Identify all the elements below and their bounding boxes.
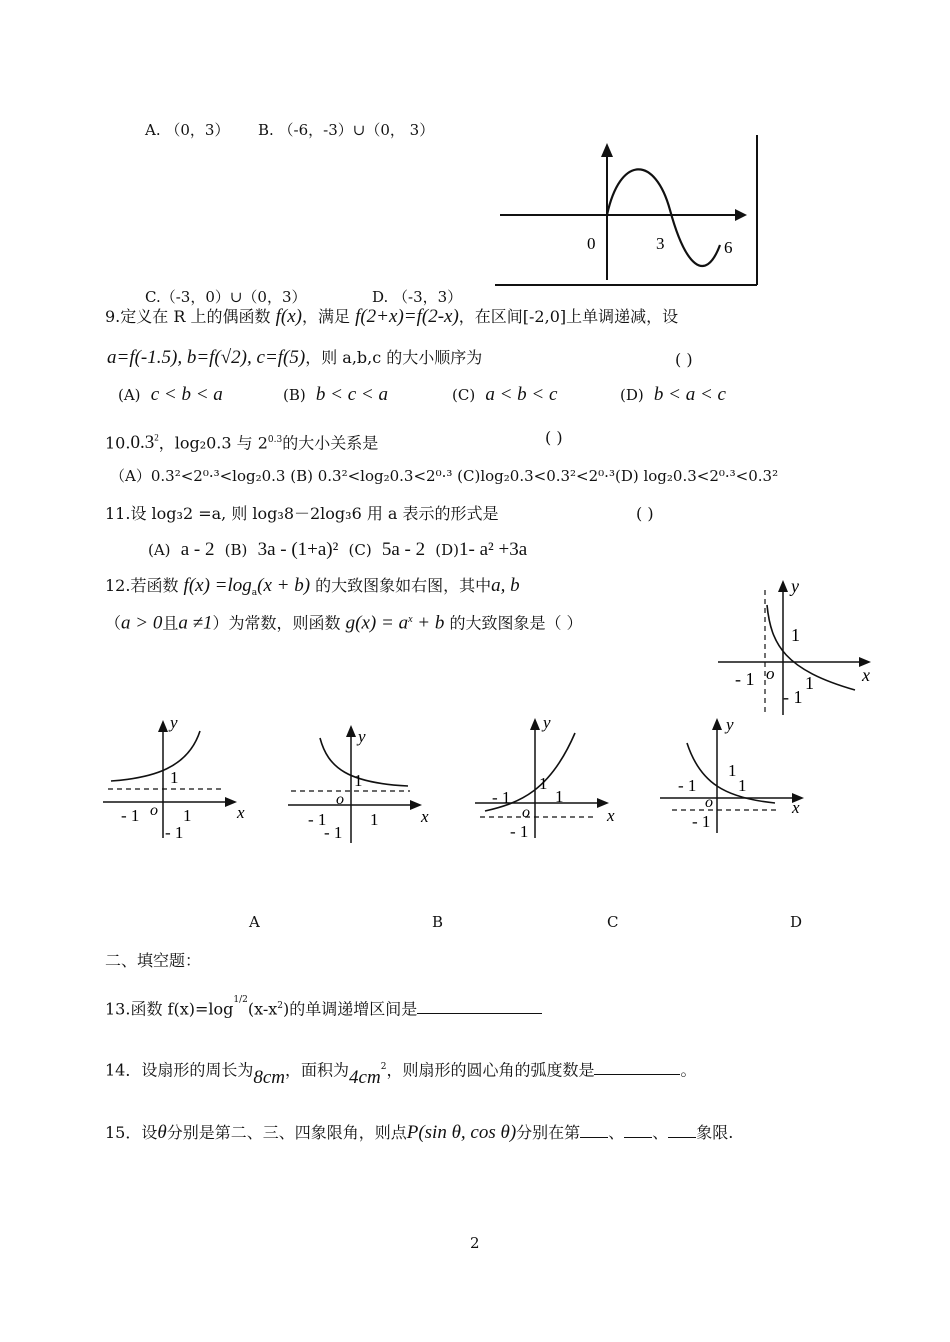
svg-text:o: o <box>705 794 713 811</box>
graph-label-0: 0 <box>587 234 596 253</box>
q12-choice-a-graph <box>103 713 253 843</box>
q9-answer-paren: ( ) <box>675 350 693 369</box>
svg-text:1: 1 <box>183 806 192 825</box>
q12-choice-a-label: A <box>249 913 260 931</box>
svg-text:1: 1 <box>170 768 179 787</box>
q10-answer-paren: ( ) <box>545 428 563 447</box>
svg-text:o: o <box>150 802 158 819</box>
q12-choice-b-graph <box>288 718 443 848</box>
page-number: 2 <box>470 1234 480 1252</box>
q11-answer-paren: ( ) <box>636 504 654 523</box>
svg-text:x: x <box>607 806 615 825</box>
q12-line2: （a > 0且a ≠1）为常数，则函数 $g(x) = a^x + b$ 的大致图象是（ ） <box>105 612 583 634</box>
svg-text:y: y <box>170 713 178 732</box>
q12-choice-d-graph <box>660 713 820 838</box>
svg-text:- 1: - 1 <box>492 788 511 807</box>
svg-text:x: x <box>862 665 870 685</box>
q9-option-b: (B) b < c < a <box>283 384 388 405</box>
q12-reference-graph <box>715 575 885 720</box>
svg-text:o: o <box>336 791 344 808</box>
svg-text:- 1: - 1 <box>678 776 697 795</box>
svg-text:- 1: - 1 <box>692 812 711 831</box>
q8-option-b: B. （-6，-3）∪（0， 3） <box>258 121 435 139</box>
svg-text:- 1: - 1 <box>121 806 140 825</box>
svg-text:y: y <box>543 713 551 732</box>
svg-text:1: 1 <box>555 787 564 806</box>
section2-title: 二、填空题： <box>105 951 202 970</box>
svg-text:- 1: - 1 <box>324 823 343 842</box>
q9-option-a: (A) c < b < a <box>118 384 223 405</box>
q10-stem: 10.0.3$^2$，log₂0.3 与 $2^{0.3}$的大小关系是 <box>105 432 379 454</box>
svg-text:x: x <box>792 798 800 817</box>
q12-choice-c-label: C <box>607 913 619 931</box>
graph-label-3: 3 <box>656 234 665 253</box>
q8-option-c: C.（-3，0）∪（0，3） <box>145 288 307 306</box>
svg-text:- 1: - 1 <box>165 823 184 842</box>
q14-stem: 14．设扇形的周长为8cm，面积为$4cm^2$，则扇形的圆心角的弧度数是 。 <box>105 1060 697 1089</box>
svg-text:- 1: - 1 <box>783 687 803 707</box>
svg-text:o: o <box>522 804 530 821</box>
q9-option-d: (D) b < a < c <box>620 384 726 405</box>
q9-option-c: (C) a < b < c <box>452 384 558 405</box>
svg-text:1: 1 <box>738 776 747 795</box>
q9-defs: a=f(-1.5), b=f(√2), c=f(5)，则 a,b,c 的大小顺序为 <box>107 347 483 368</box>
graph-label-6: 6 <box>724 238 733 257</box>
svg-text:- 1: - 1 <box>308 810 327 829</box>
svg-text:x: x <box>421 807 429 826</box>
q9-stem: 9.定义在 R 上的偶函数 f(x)，满足 f(2+x)=f(2-x)，在区间[-2,0]上单调递减，设 <box>105 306 679 327</box>
svg-text:1: 1 <box>539 774 548 793</box>
svg-text:- 1: - 1 <box>510 822 529 841</box>
svg-text:y: y <box>791 576 799 596</box>
svg-text:1: 1 <box>370 810 379 829</box>
q12-line1: 12.若函数 $f(x) =\log_a(x + b)$ 的大致图象如右图，其中a, b <box>105 575 520 599</box>
svg-text:1: 1 <box>728 761 737 780</box>
svg-text:1: 1 <box>805 673 814 693</box>
q13-stem: 13.函数 $f(x)=\log^{1/2}(x-x^2)$的单调递增区间是 <box>105 996 542 1019</box>
q12-choice-b-label: B <box>432 913 444 931</box>
q8-option-a: A. （0，3） <box>145 121 230 139</box>
q10-options: （A）0.3²<2⁰·³<log₂0.3 (B) 0.3²<log₂0.3<2⁰·³ (C)log₂0.3<0.3²<2⁰·³(D) log₂0.3<2⁰·³<0.3² <box>110 467 779 485</box>
svg-text:y: y <box>358 727 366 746</box>
q8-sine-graph <box>495 135 765 290</box>
q15-stem: 15．设θ分别是第二、三、四象限角，则点P(sin θ, cos θ)分别在第 、 、 象限. <box>105 1122 734 1143</box>
svg-text:1: 1 <box>791 625 800 645</box>
svg-text:1: 1 <box>354 771 363 790</box>
svg-text:x: x <box>237 803 245 822</box>
svg-text:y: y <box>726 715 734 734</box>
q8-option-d: D. （-3，3） <box>372 288 463 306</box>
q11-options: (A) a - 2 (B) 3a - (1+a)² (C) 5a - 2 (D)1- a² +3a <box>148 539 528 560</box>
svg-text:o: o <box>766 664 775 683</box>
q11-stem: 11.设 log₃2 =a, 则 log₃8－2log₃6 用 a 表示的形式是 <box>105 504 499 523</box>
svg-text:- 1: - 1 <box>735 669 755 689</box>
q12-choice-d-label: D <box>790 913 803 931</box>
q12-choice-c-graph <box>475 713 630 843</box>
